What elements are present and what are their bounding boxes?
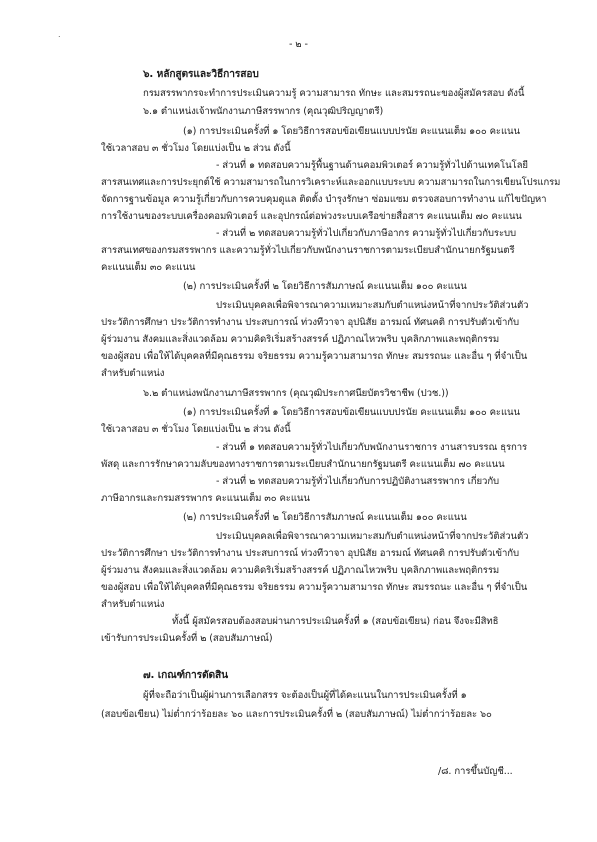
- position-2-title: ๖.๒ ตำแหน่งพนักงานภาษีสรรพากร (คุณวุฒิประกาศนียบัตรวิชาชีพ (ปวช.)): [143, 388, 449, 399]
- pos1-part1-line: - ส่วนที่ ๑ ทดสอบความรู้พื้นฐานด้านคอมพิวเตอร์ ความรู้ทั่วไปด้านเทคโนโลยี: [216, 160, 528, 171]
- pos1-part1-line: สารสนเทศและการประยุกต์ใช้ ความสามารถในการวิเคราะห์และออกแบบระบบ ความสามารถในการเขียนโปรแกรม: [101, 177, 561, 188]
- section-7-heading: ๗. เกณฑ์การตัดสิน: [143, 670, 229, 681]
- pos1-interview-line: ประเมินบุคคลเพื่อพิจารณาความเหมาะสมกับตำแหน่งหน้าที่จากประวัติส่วนตัว: [216, 300, 529, 311]
- pos1-part2-line: คะแนนเต็ม ๓๐ คะแนน: [101, 262, 196, 273]
- pos1-interview-line: ของผู้สอบ เพื่อให้ได้บุคคลที่มีคุณธรรม จริยธรรม ความรู้ความสามารถ ทักษะ สมรรถนะ และอื่น ๆ ที่จำเป็น: [101, 351, 528, 362]
- pos2-interview-line: ของผู้สอบ เพื่อให้ได้บุคคลที่มีคุณธรรม จริยธรรม ความรู้ความสามารถ ทักษะ สมรรถนะ และอื่น ๆ ที่จำเป็น: [101, 582, 528, 593]
- section-7-body-line: (สอบข้อเขียน) ไม่ต่ำกว่าร้อยละ ๖๐ และการประเมินครั้งที่ ๒ (สอบสัมภาษณ์) ไม่ต่ำกว่าร้อยละ ๖๐: [101, 709, 492, 720]
- pos2-interview-line: ผู้ร่วมงาน สังคมและสิ่งแวดล้อม ความคิดริเริ่มสร้างสรรค์ ปฏิภาณไหวพริบ บุคลิกภาพและพฤติกรรม: [101, 565, 500, 576]
- position-1-title: ๖.๑ ตำแหน่งเจ้าพนักงานภาษีสรรพากร (คุณวุฒิปริญญาตรี): [143, 106, 384, 117]
- pos1-interview-line: สำหรับตำแหน่ง: [101, 368, 165, 379]
- page-number: - ๒ -: [289, 39, 308, 50]
- section-7-body-line: ผู้ที่จะถือว่าเป็นผู้ผ่านการเลือกสรร จะต้องเป็นผู้ที่ได้คะแนนในการประเมินครั้งที่ ๑: [143, 690, 467, 701]
- pos2-round2: (๒) การประเมินครั้งที่ ๒ โดยวิธีการสัมภาษณ์ คะแนนเต็ม ๑๐๐ คะแนน: [183, 512, 467, 523]
- margin-mark: .: [58, 30, 61, 39]
- pos2-part2-line: - ส่วนที่ ๒ ทดสอบความรู้ทั่วไปเกี่ยวกับการปฏิบัติงานสรรพากร เกี่ยวกับ: [216, 476, 500, 487]
- pos2-part1-line: พัสดุ และการรักษาความลับของทางราชการตามระเบียบสำนักนายกรัฐมนตรี คะแนนเต็ม ๗๐ คะแนน: [101, 459, 505, 470]
- pos2-round1-line: (๑) การประเมินครั้งที่ ๑ โดยวิธีการสอบข้อเขียนแบบปรนัย คะแนนเต็ม ๑๐๐ คะแนน: [183, 407, 520, 418]
- pos2-interview-line: ประวัติการศึกษา ประวัติการทำงาน ประสบการณ์ ท่วงทีวาจา อุปนิสัย อารมณ์ ทัศนคติ การปรับตัวเข้ากับ: [101, 548, 519, 559]
- pos2-part1-line: - ส่วนที่ ๑ ทดสอบความรู้ทั่วไปเกี่ยวกับพนักงานราชการ งานสารบรรณ ธุรการ: [216, 442, 528, 453]
- pos1-part2-line: - ส่วนที่ ๒ ทดสอบความรู้ทั่วไปเกี่ยวกับภาษีอากร ความรู้ทั่วไปเกี่ยวกับระบบ: [216, 228, 516, 239]
- pos1-round1-line: ใช้เวลาสอบ ๓ ชั่วโมง โดยแบ่งเป็น ๒ ส่วน ดังนี้: [101, 143, 291, 154]
- pos2-part2-line: ภาษีอากรและกรมสรรพากร คะแนนเต็ม ๓๐ คะแนน: [101, 493, 310, 504]
- pos1-interview-line: ผู้ร่วมงาน สังคมและสิ่งแวดล้อม ความคิดริเริ่มสร้างสรรค์ ปฏิภาณไหวพริบ บุคลิกภาพและพฤติกรรม: [101, 334, 500, 345]
- pos2-round1-line: ใช้เวลาสอบ ๓ ชั่วโมง โดยแบ่งเป็น ๒ ส่วน ดังนี้: [101, 424, 291, 435]
- pos2-interview-line: ประเมินบุคคลเพื่อพิจารณาความเหมาะสมกับตำแหน่งหน้าที่จากประวัติส่วนตัว: [216, 531, 529, 542]
- continuation-note: /๘. การขึ้นบัญชี...: [438, 766, 513, 777]
- pos1-part2-line: สารสนเทศของกรมสรรพากร และความรู้ทั่วไปเกี่ยวกับพนักงานราชการตามระเบียบสำนักนายกรัฐมนตรี: [101, 245, 515, 256]
- section-6-intro: กรมสรรพากรจะทำการประเมินความรู้ ความสามารถ ทักษะ และสมรรถนะของผู้สมัครสอบ ดังนี้: [143, 88, 525, 99]
- section-6-note-line: เข้ารับการประเมินครั้งที่ ๒ (สอบสัมภาษณ์): [101, 633, 273, 644]
- pos1-part1-line: จัดการฐานข้อมูล ความรู้เกี่ยวกับการควบคุมดูแล ติดตั้ง บำรุงรักษา ซ่อมแซม ตรวจสอบการทำงาน แก้ไขปัญหา: [101, 194, 547, 205]
- pos1-part1-line: การใช้งานของระบบเครื่องคอมพิวเตอร์ และอุปกรณ์ต่อพ่วงระบบเครือข่ายสื่อสาร คะแนนเต็ม ๗๐ คะแนน: [101, 211, 522, 222]
- pos2-interview-line: สำหรับตำแหน่ง: [101, 599, 165, 610]
- section-6-heading: ๖. หลักสูตรและวิธีการสอบ: [143, 69, 259, 80]
- pos1-round1-line: (๑) การประเมินครั้งที่ ๑ โดยวิธีการสอบข้อเขียนแบบปรนัย คะแนนเต็ม ๑๐๐ คะแนน: [183, 126, 520, 137]
- pos1-interview-line: ประวัติการศึกษา ประวัติการทำงาน ประสบการณ์ ท่วงทีวาจา อุปนิสัย อารมณ์ ทัศนคติ การปรับตัวเข้ากับ: [101, 317, 519, 328]
- section-6-note-line: ทั้งนี้ ผู้สมัครสอบต้องสอบผ่านการประเมินครั้งที่ ๑ (สอบข้อเขียน) ก่อน จึงจะมีสิทธิ: [172, 616, 499, 627]
- pos1-round2: (๒) การประเมินครั้งที่ ๒ โดยวิธีการสัมภาษณ์ คะแนนเต็ม ๑๐๐ คะแนน: [183, 281, 467, 292]
